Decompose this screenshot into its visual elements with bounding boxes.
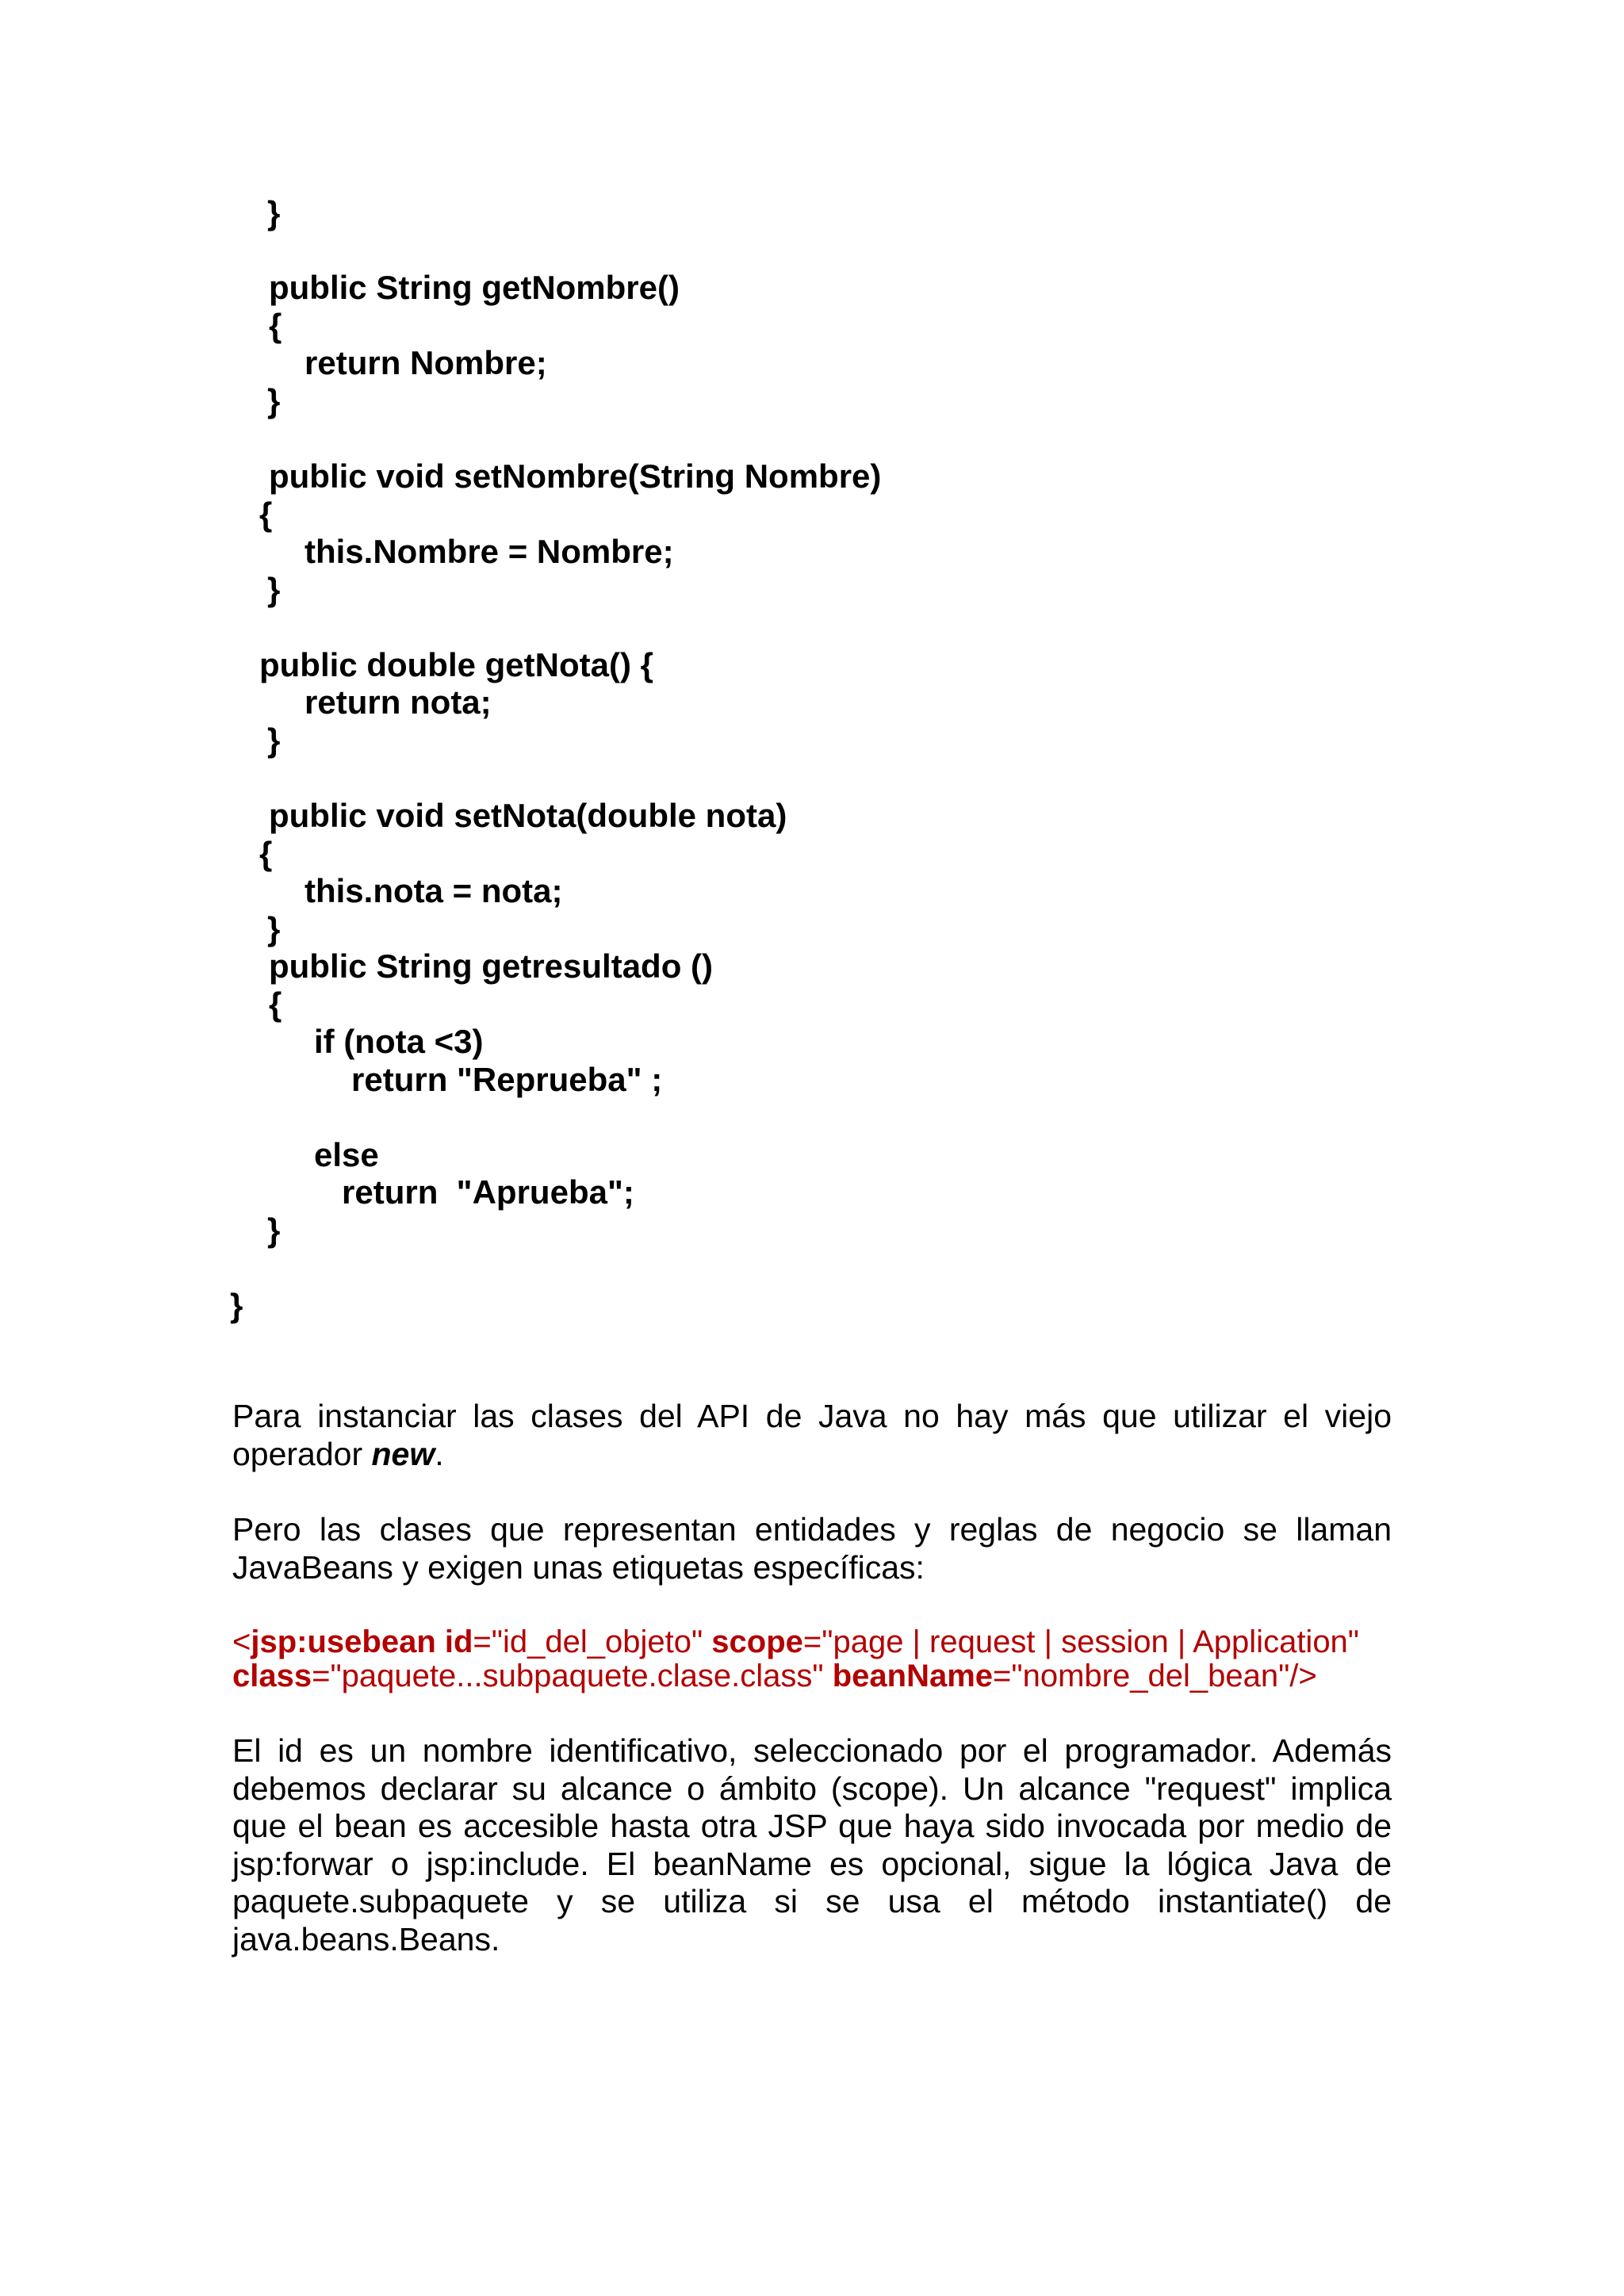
tag-keyword-usebean: jsp:usebean id (251, 1624, 473, 1659)
paragraph-instanciar (232, 1398, 1392, 1473)
tag-keyword-beanname: beanName (832, 1659, 994, 1693)
code-line: { (269, 307, 282, 344)
paragraph-end: . (435, 1435, 444, 1472)
paragraph-id-scope (232, 1732, 1392, 1958)
paragraph-text: Pero las clases que representan entidades y reglas de negocio se llaman JavaBeans y exigen unas etiquetas específicas: (232, 1511, 1392, 1586)
jsp-usebean-syntax (232, 1625, 1422, 1693)
code-line: public void setNota(double nota) (269, 797, 787, 834)
tag-value-scope: ="page | request | session | Application" (802, 1624, 1360, 1659)
code-line: { (259, 835, 273, 872)
code-line: public double getNota() { (259, 646, 653, 683)
code-line: this.Nombre = Nombre; (304, 533, 674, 570)
keyword-new: new (371, 1435, 435, 1472)
syntax-line-1 (232, 1625, 1422, 1659)
code-line: return "Reprueba" ; (351, 1061, 663, 1098)
tag-keyword-class: class (232, 1659, 312, 1693)
code-line: else (314, 1136, 379, 1173)
tag-open: < (232, 1624, 251, 1659)
code-line: } (267, 910, 281, 947)
tag-value-id: ="id_del_objeto" (473, 1624, 712, 1659)
code-line: { (269, 985, 282, 1023)
code-line: } (267, 1211, 281, 1249)
code-line: return Nombre; (304, 344, 547, 381)
code-line: } (267, 721, 281, 759)
code-line: } (230, 1287, 243, 1324)
paragraph-text: El id es un nombre identificativo, seleccionado por el programador. Además debemos declarar su alcance o ámbito (scope). Un alcance "request" implica que el bean es accesible hasta otra JSP que haya sido invocada por medio de jsp:forwar o jsp:include. El beanName es opcional, sigue la lógica Java de paquete.subpaquete y se utiliza si se usa el método instantiate() de java.beans.Beans. (232, 1732, 1392, 1957)
code-line: } (267, 382, 281, 419)
paragraph-text: Para instanciar las clases del API de Java no hay más que utilizar el viejo operador (232, 1398, 1392, 1472)
tag-value-beanname: ="nombre_del_bean"/> (993, 1659, 1317, 1693)
code-line: this.nota = nota; (304, 872, 563, 909)
code-line: public String getNombre() (269, 269, 680, 306)
code-line: public void setNombre(String Nombre) (269, 457, 882, 495)
code-line: } (267, 194, 281, 232)
code-line: return nota; (304, 683, 492, 721)
tag-keyword-scope: scope (711, 1624, 803, 1659)
code-line: public String getresultado () (269, 947, 714, 985)
code-line: if (nota <3) (314, 1023, 484, 1060)
paragraph-javabeans (232, 1511, 1392, 1586)
code-line: } (267, 571, 281, 608)
tag-value-class: ="paquete...subpaquete.clase.class" (312, 1659, 833, 1693)
code-line: return "Aprueba"; (342, 1173, 634, 1211)
syntax-line-2 (232, 1659, 1422, 1693)
code-line: { (259, 496, 273, 533)
